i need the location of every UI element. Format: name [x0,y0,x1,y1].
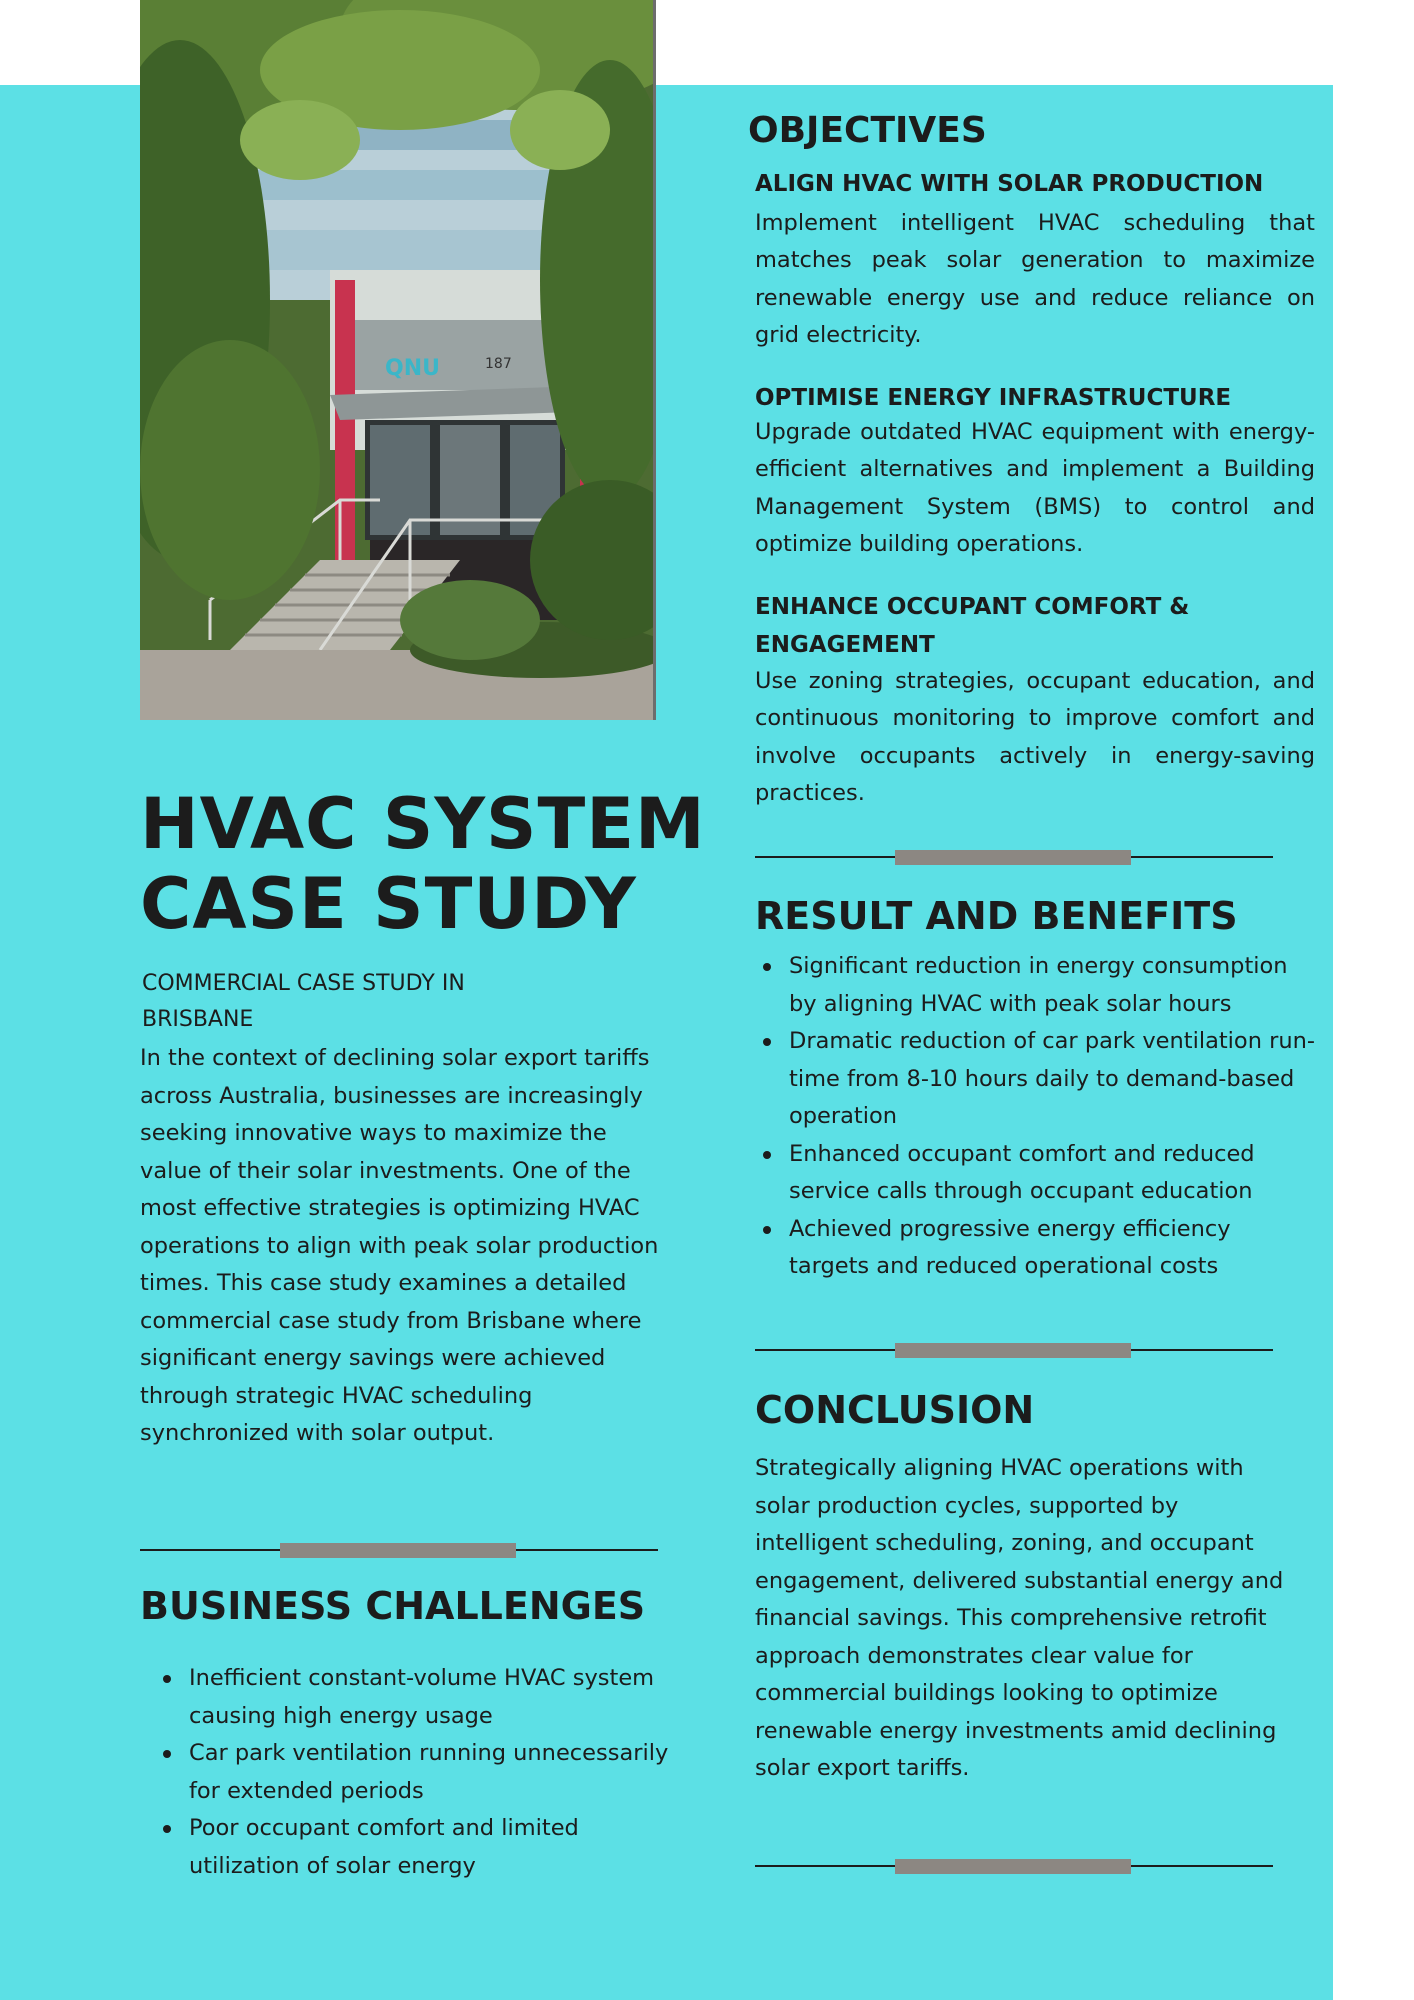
results-heading: RESULT AND BENEFITS [755,894,1238,938]
challenges-list [155,1660,675,1885]
list-item: Enhanced occupant comfort and reduced service calls through occupant education [755,1136,1315,1211]
list-item: Poor occupant comfort and limited utilization of solar energy [155,1810,675,1885]
results-list [755,948,1315,1286]
section-divider [140,1540,658,1560]
subtitle: COMMERCIAL CASE STUDY IN BRISBANE [142,971,465,1032]
building-sign: QNU [385,356,440,381]
intro-paragraph: In the context of declining solar export tariffs across Australia, businesses are increasingly seeking innovative ways to maximize the value of their solar investments. One of the most effective strategies is optimizing HVAC operations to align with peak solar production times. This case study examines a detailed commercial case study from Brisbane where significant energy savings were achieved through strategic HVAC scheduling synchronized with solar output. [140,1045,659,1446]
list-item: Dramatic reduction of car park ventilation run-time from 8-10 hours daily to demand-based operation [755,1023,1315,1136]
list-item: Car park ventilation running unnecessarily for extended periods [155,1735,675,1810]
objective-text: Upgrade outdated HVAC equipment with energy-efficient alternatives and implement a Building Management System (BMS) to control and optimize building operations. [755,419,1315,557]
building-number: 187 [485,356,512,372]
section-divider [755,847,1273,867]
list-item: Inefficient constant-volume HVAC system causing high energy usage [155,1660,675,1735]
section-divider [755,1340,1273,1360]
list-item: Significant reduction in energy consumption by aligning HVAC with peak solar hours [755,948,1315,1023]
objective-text: Use zoning strategies, occupant education, and continuous monitoring to improve comfort and involve occupants actively in energy-saving practices. [755,668,1315,806]
objective-title: ALIGN HVAC WITH SOLAR PRODUCTION [755,171,1264,197]
section-divider [755,1856,1273,1876]
objective-title: ENHANCE OCCUPANT COMFORT & ENGAGEMENT [755,594,1190,658]
objectives-heading: OBJECTIVES [748,110,987,151]
challenges-heading: BUSINESS CHALLENGES [140,1584,646,1628]
conclusion-paragraph: Strategically aligning HVAC operations with solar production cycles, supported by intelligent scheduling, zoning, and occupant engagement, delivered substantial energy and financial savings. This comprehensive retrofit approach demonstrates clear value for commercial buildings looking to optimize renewable energy investments amid declining solar export tariffs. [755,1455,1284,1781]
list-item: Achieved progressive energy efficiency targets and reduced operational costs [755,1211,1315,1286]
objective-title: OPTIMISE ENERGY INFRASTRUCTURE [755,385,1232,411]
page-title: HVAC SYSTEM CASE STUDY [140,783,706,945]
conclusion-heading: CONCLUSION [755,1388,1035,1432]
objective-text: Implement intelligent HVAC scheduling that matches peak solar generation to maximize renewable energy use and reduce reliance on grid electricity. [755,210,1315,348]
building-photo [140,0,656,720]
